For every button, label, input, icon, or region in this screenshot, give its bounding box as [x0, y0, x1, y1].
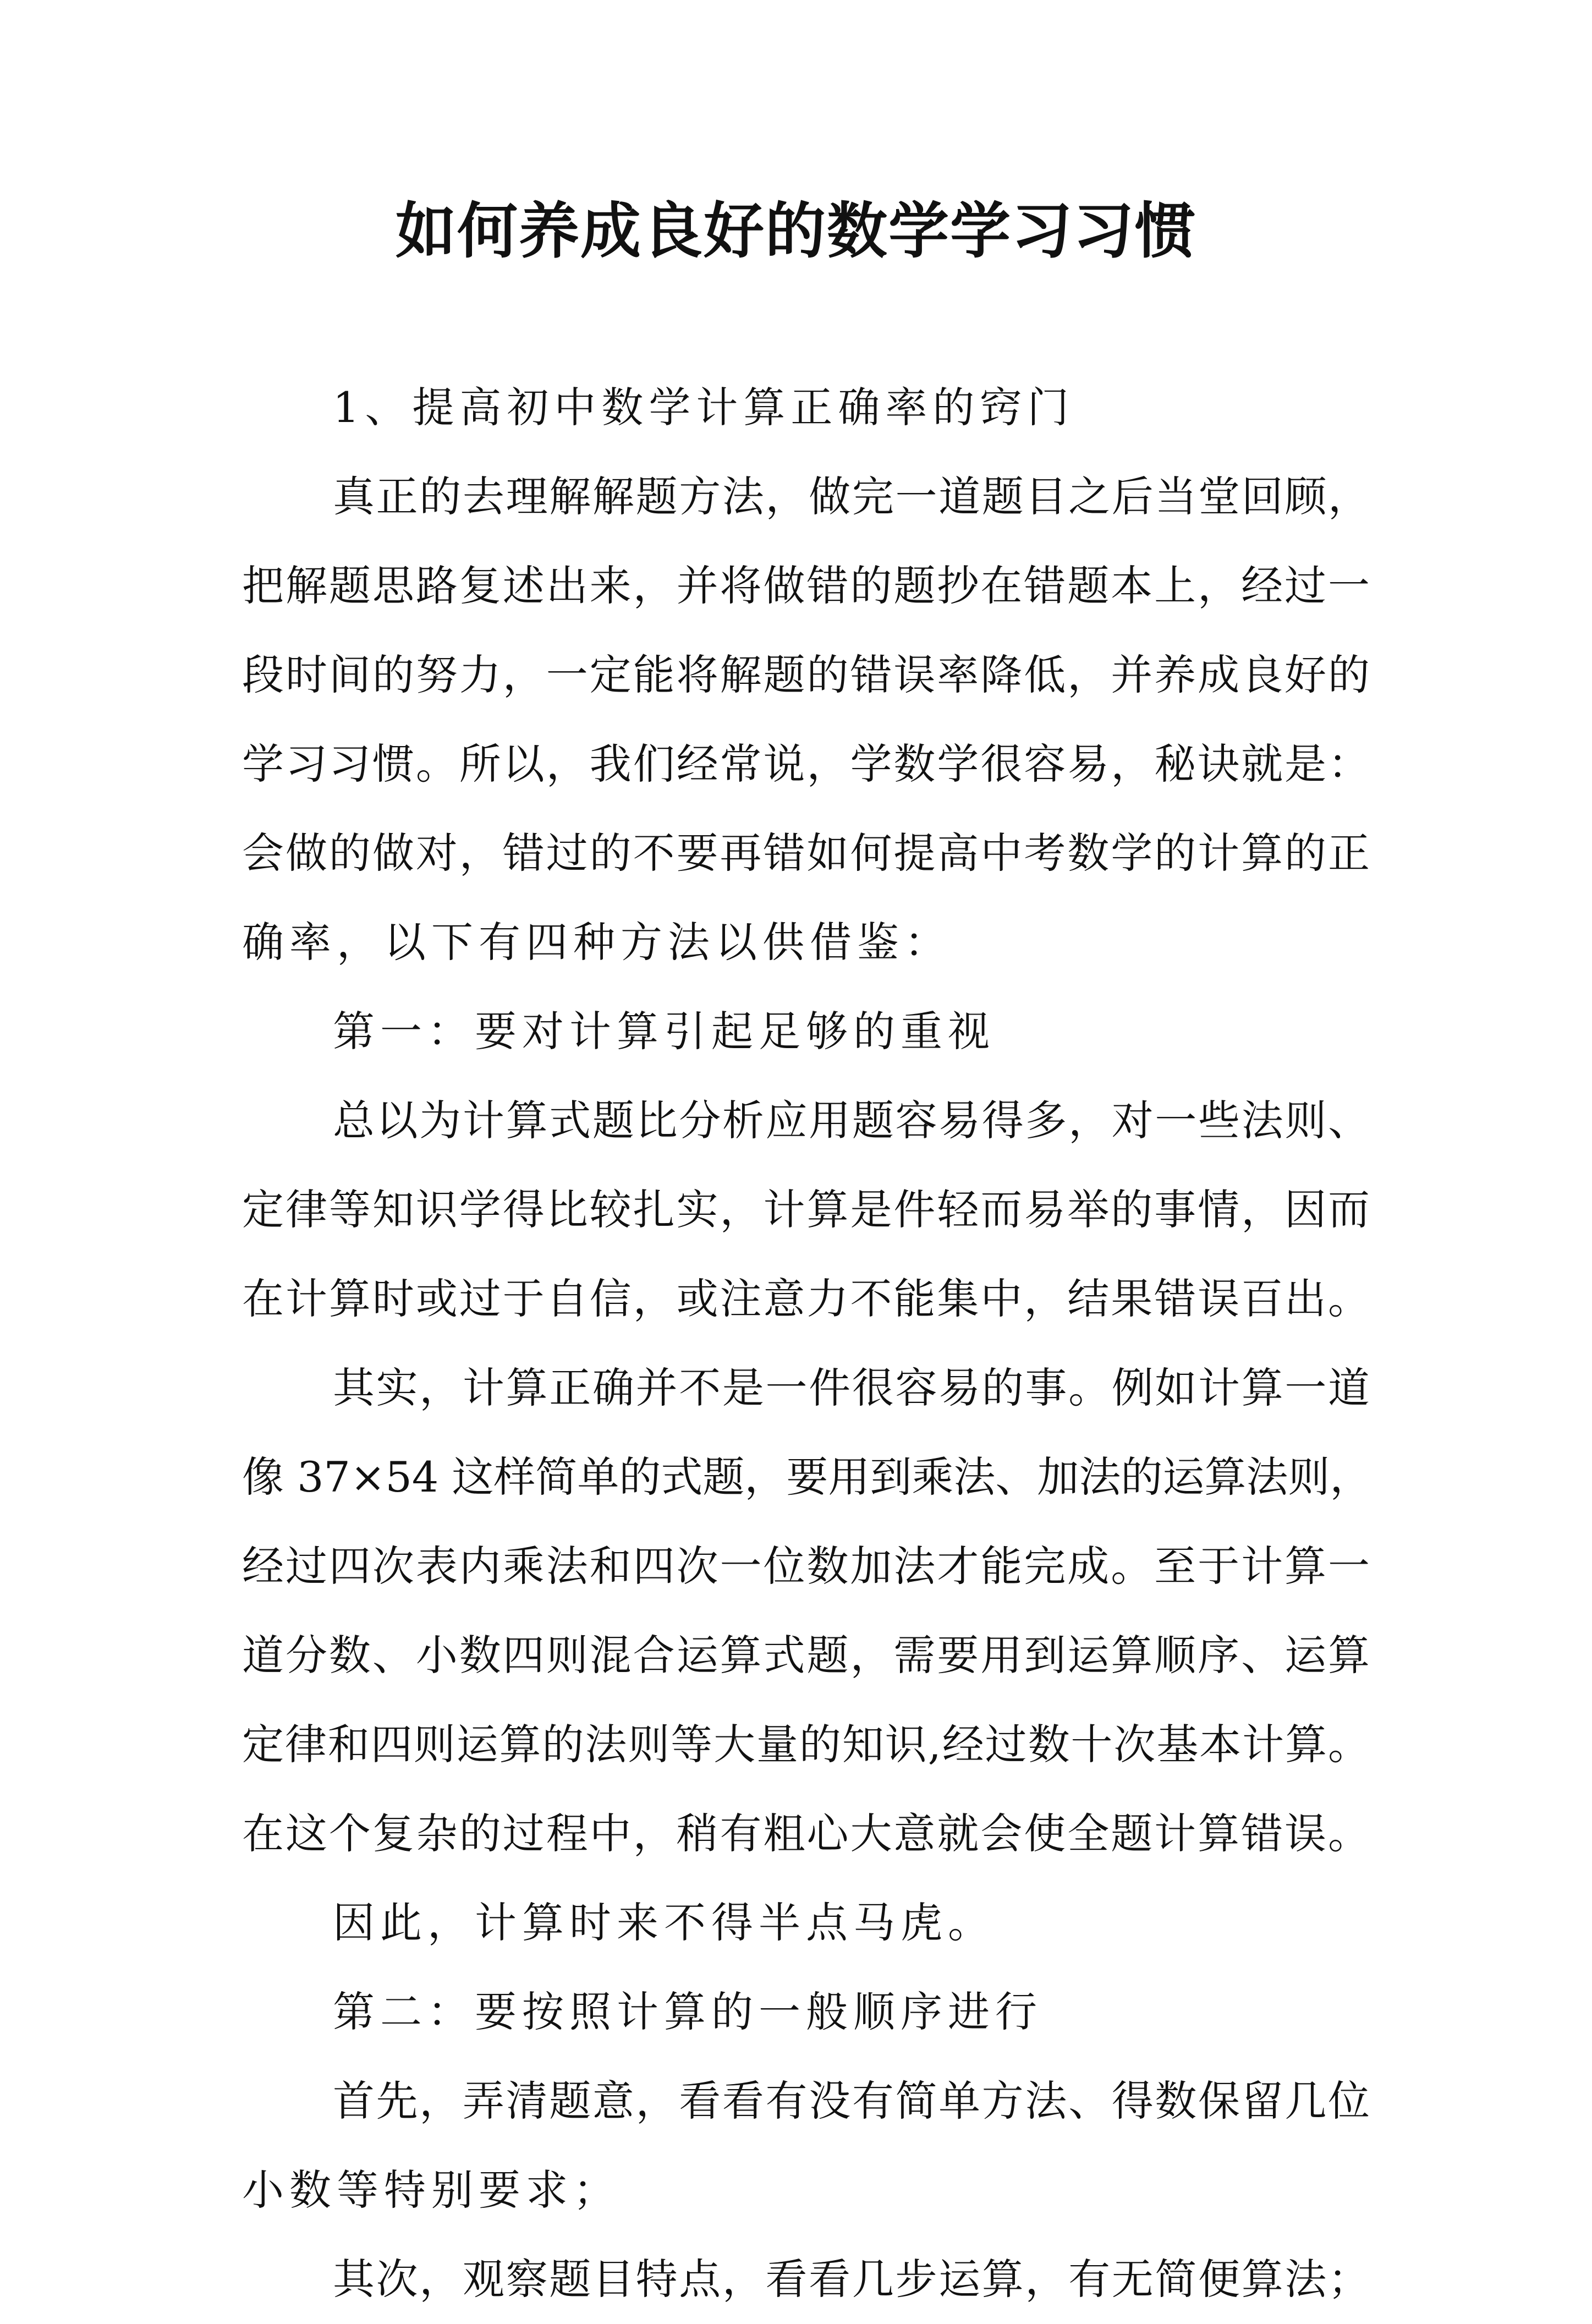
text-line: 经过四次表内乘法和四次一位数加法才能完成。至于计算一 [242, 1542, 1370, 1591]
text-line: 首先，弄清题意，看看有没有简单方法、得数保留几位 [333, 2076, 1370, 2125]
text-line: 1、提高初中数学计算正确率的窍门 [333, 383, 1075, 432]
text-line: 总以为计算式题比分析应用题容易得多，对一些法则、 [333, 1096, 1370, 1145]
text-line: 小数等特别要求； [242, 2166, 621, 2215]
document-title: 如何养成良好的数学学习习惯 [396, 195, 1196, 266]
text-line: 第一：要对计算引起足够的重视 [333, 1007, 995, 1056]
document-body [242, 363, 1370, 2324]
text-line: 学习习惯。所以，我们经常说，学数学很容易，秘诀就是： [242, 739, 1370, 788]
text-line: 段时间的努力，一定能将解题的错误率降低，并养成良好的 [242, 650, 1370, 699]
text-line: 道分数、小数四则混合运算式题，需要用到运算顺序、运算 [242, 1631, 1370, 1680]
text-line: 定律等知识学得比较扎实，计算是件轻而易举的事情，因而 [242, 1185, 1370, 1234]
text-line: 在这个复杂的过程中，稍有粗心大意就会使全题计算错误。 [242, 1809, 1370, 1858]
text-line: 其实，计算正确并不是一件很容易的事。例如计算一道 [333, 1363, 1370, 1412]
text-line: 把解题思路复述出来，并将做错的题抄在错题本上，经过一 [242, 561, 1370, 610]
text-line: 定律和四则运算的法则等大量的知识,经过数十次基本计算。 [242, 1720, 1370, 1769]
text-line: 确率，以下有四种方法以供借鉴： [242, 918, 952, 967]
text-line: 会做的做对，错过的不要再错如何提高中考数学的计算的正 [242, 829, 1370, 878]
text-line: 像 37×54 这样简单的式题，要用到乘法、加法的运算法则， [242, 1452, 1372, 1501]
text-line: 在计算时或过于自信，或注意力不能集中，结果错误百出。 [242, 1274, 1370, 1323]
text-line: 其次，观察题目特点，看看几步运算，有无简便算法； [333, 2255, 1370, 2304]
text-line: 第二：要按照计算的一般顺序进行 [333, 1987, 1042, 2036]
text-line: 真正的去理解解题方法，做完一道题目之后当堂回顾， [333, 472, 1370, 521]
text-line: 因此，计算时来不得半点马虎。 [333, 1898, 995, 1947]
